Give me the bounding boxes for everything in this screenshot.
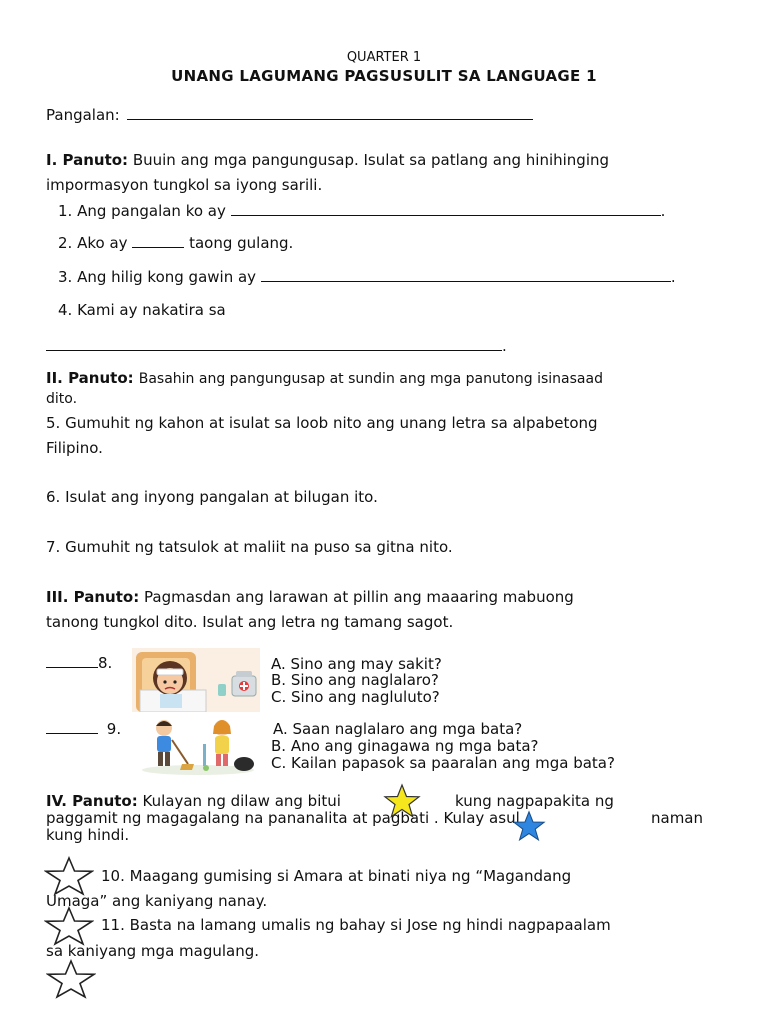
item-1-blank[interactable]: [231, 214, 661, 216]
item-1: [58, 202, 665, 220]
name-label: Pangalan:: [46, 106, 120, 124]
q9-choice-c: C. Kailan papasok sa paaralan ang mga bata?: [271, 754, 615, 772]
section4-label: IV. Panuto:: [46, 792, 138, 810]
item-2: [58, 234, 293, 252]
item-4-answer-line: [46, 337, 507, 355]
section4-line2-a: paggamit ng magagalang na pananalita at pagbati . Kulay asul: [46, 809, 520, 827]
yellow-star-icon: [383, 783, 421, 819]
blue-star-icon: [512, 810, 546, 842]
item-2-text-after: taong gulang.: [189, 234, 294, 252]
question-9-label: 9.: [106, 720, 122, 738]
item-2-text-before: 2. Ako ay: [58, 234, 128, 252]
name-blank[interactable]: [127, 118, 533, 120]
name-line: [46, 106, 533, 124]
section2-instruction: [46, 368, 603, 387]
item-11-line1: 11. Basta na lamang umalis ng bahay si Jose ng hindi nagpapaalam: [101, 916, 611, 934]
item-10-line1: 10. Maagang gumising si Amara at binati niya ng “Magandang: [101, 867, 572, 885]
item-3-text: 3. Ang hilig kong gawin ay: [58, 268, 257, 286]
section1-label: I. Panuto:: [46, 151, 129, 169]
section4-line3: kung hindi.: [46, 826, 130, 844]
section4-line2-b: naman: [651, 809, 704, 827]
item-10-line2: Umaga” ang kaniyang nanay.: [46, 892, 268, 910]
section1-instruction-line2: impormasyon tungkol sa iyong sarili.: [46, 176, 323, 194]
item-4-text: 4. Kami ay nakatira sa: [58, 301, 226, 319]
section2-instruction-line1: Basahin ang pangungusap at sundin ang mga panutong isinasaad: [138, 371, 603, 387]
question-9-number: [46, 720, 121, 738]
section2-instruction-line2: dito.: [46, 391, 78, 407]
question-8-label: 8.: [98, 654, 113, 672]
section4-instruction-line1: [46, 792, 341, 810]
section3-label: III. Panuto:: [46, 588, 140, 606]
q8-choice-c: C. Sino ang nagluluto?: [271, 688, 440, 706]
item-12-outline-star-icon[interactable]: [46, 958, 96, 1000]
item-11-line2: sa kaniyang mga magulang.: [46, 942, 260, 960]
question-8-number: [46, 654, 112, 672]
section3-instruction-line1: Pagmasdan ang larawan at pillin ang maaaring mabuong: [144, 588, 574, 606]
item-4-period: .: [502, 337, 507, 355]
section1-instruction: [46, 151, 609, 169]
section3-instruction-line2: tanong tungkol dito. Isulat ang letra ng tamang sagot.: [46, 613, 454, 631]
item-1-period: .: [660, 202, 666, 220]
q9-choice-a: A. Saan naglalaro ang mga bata?: [273, 720, 523, 738]
item-2-blank[interactable]: [132, 246, 184, 248]
item-5-line1: 5. Gumuhit ng kahon at isulat sa loob nito ang unang letra sa alpabetong: [46, 414, 598, 432]
q8-choice-a: A. Sino ang may sakit?: [271, 655, 442, 673]
item-3-blank[interactable]: [261, 280, 671, 282]
sick-child-picture: [132, 648, 260, 712]
section2-label: II. Panuto:: [46, 369, 134, 387]
page-title: UNANG LAGUMANG PAGSUSULIT SA LANGUAGE 1: [171, 67, 597, 85]
section4-line1-a: Kulayan ng dilaw ang bitui: [142, 792, 341, 810]
item-3: [58, 268, 676, 286]
section3-instruction: [46, 588, 574, 606]
item-7: 7. Gumuhit ng tatsulok at maliit na puso sa gitna nito.: [46, 538, 453, 556]
q9-choice-b: B. Ano ang ginagawa ng mga bata?: [271, 737, 539, 755]
item-10-outline-star-icon[interactable]: [44, 856, 94, 896]
q8-choice-b: B. Sino ang naglalaro?: [271, 671, 439, 689]
item-11-outline-star-icon[interactable]: [44, 906, 94, 946]
quarter-label: QUARTER 1: [346, 50, 422, 65]
item-4-blank[interactable]: [46, 349, 502, 351]
question-9-blank[interactable]: [46, 732, 98, 734]
section4-line1-b: kung nagpapakita ng: [455, 792, 614, 810]
question-8-blank[interactable]: [46, 666, 98, 668]
item-6: 6. Isulat ang inyong pangalan at bilugan ito.: [46, 488, 378, 506]
item-5-line2: Filipino.: [46, 439, 103, 457]
children-cleaning-picture: [136, 714, 260, 776]
section1-instruction-line1: Buuin ang mga pangungusap. Isulat sa patlang ang hinihinging: [132, 151, 610, 169]
item-3-period: .: [670, 268, 676, 286]
item-1-text: 1. Ang pangalan ko ay: [58, 202, 226, 220]
